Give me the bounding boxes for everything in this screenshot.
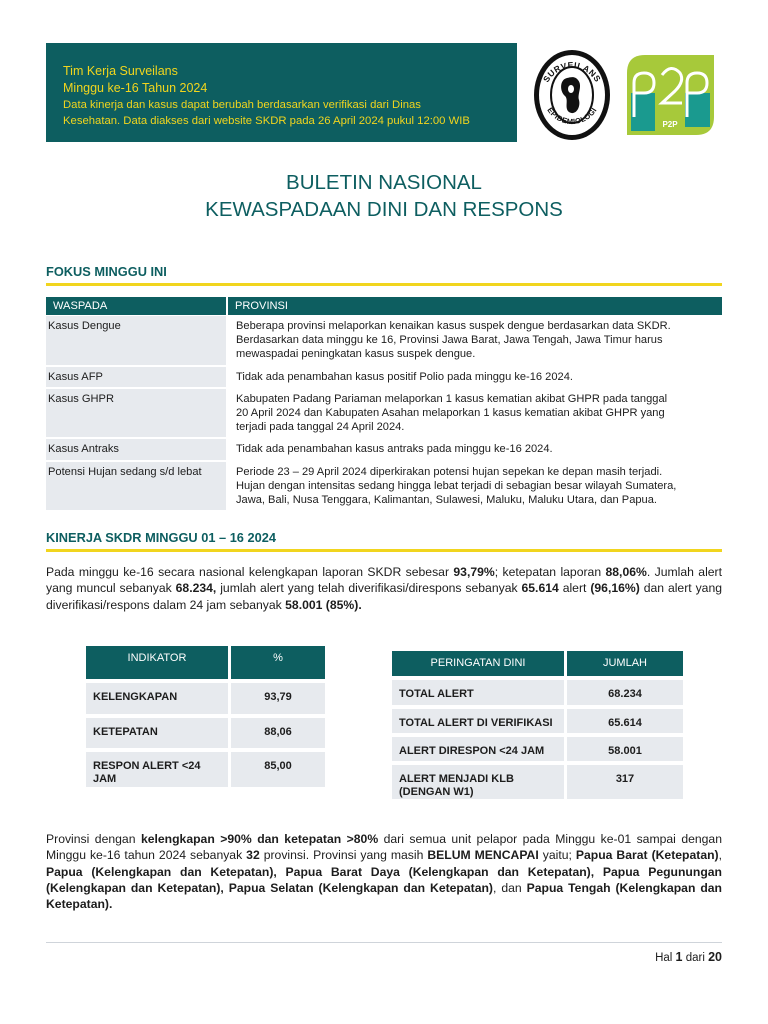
peringatan-col-label: PERINGATAN DINI xyxy=(392,651,564,676)
alert-24h-value: 58.001 (85%). xyxy=(285,597,362,612)
table-row xyxy=(392,733,683,761)
text-run: , dan xyxy=(493,880,527,895)
kinerja-paragraph xyxy=(46,564,722,613)
indikator-value: 93,79 xyxy=(228,679,325,714)
province-list: Papua (Kelengkapan dan Ketepatan), Papua Barat Daya (Kelengkapan dan Ketepatan), Papua Pegunungan (Kelengkapan dan Ketepatan), Papua Selatan (Kelengkapan dan Ketepatan) xyxy=(46,864,722,895)
fokus-col-provinsi: PROVINSI xyxy=(226,297,722,316)
table-row xyxy=(86,714,325,748)
fokus-row-label: Kasus Dengue xyxy=(46,316,226,367)
logo-text-bottom: EPIDEMIOLOGI xyxy=(545,105,599,127)
desc-line: Beberapa provinsi melaporkan kenaikan kasus suspek dengue berdasarkan data SKDR. xyxy=(236,320,671,332)
p2p-logo-text: P2P xyxy=(662,120,678,129)
title-line-1: BULETIN NASIONAL xyxy=(286,171,482,194)
text-run: Pada minggu ke-16 secara nasional kelengkapan laporan SKDR sebesar xyxy=(46,565,454,579)
header-box xyxy=(46,43,517,142)
text-run: , xyxy=(718,848,722,863)
fokus-row-label: Kasus AFP xyxy=(46,367,226,389)
desc-line: mewaspadai peningkatan kasus suspek dengue. xyxy=(236,348,476,361)
alert-verified-percent: (96,16%) xyxy=(590,581,640,596)
text-run: alert xyxy=(558,581,591,596)
indikator-value: 85,00 xyxy=(228,748,325,787)
fokus-row-label: Potensi Hujan sedang s/d lebat xyxy=(46,462,226,513)
fokus-row-desc xyxy=(226,316,722,367)
page-label: Hal xyxy=(655,952,673,964)
peringatan-header-row xyxy=(392,651,683,676)
indikator-table xyxy=(86,646,325,787)
section-title-fokus: FOKUS MINGGU INI xyxy=(46,264,167,279)
text-run: Provinsi dengan xyxy=(46,832,141,846)
main-title xyxy=(0,169,768,223)
provinsi-paragraph xyxy=(46,831,722,912)
peringatan-col-jumlah: JUMLAH xyxy=(564,651,683,676)
header-note-2: Kesehatan. Data diakses dari website SKDR pada 26 April 2024 pukul 12:00 WIB xyxy=(63,115,470,127)
desc-line: terjadi pada tanggal 24 April 2024. xyxy=(236,421,405,434)
desc-line: Kabupaten Padang Pariaman melaporkan 1 kasus kematian akibat GHPR pada tanggal xyxy=(236,392,668,405)
peringatan-label: TOTAL ALERT xyxy=(392,676,564,705)
section-title-kinerja: KINERJA SKDR MINGGU 01 – 16 2024 xyxy=(46,530,276,545)
peringatan-value: 68.234 xyxy=(564,676,683,705)
footer-rule xyxy=(46,942,722,943)
header-team: Tim Kerja Surveilans xyxy=(63,64,178,78)
peringatan-label: ALERT DIRESPON <24 JAM xyxy=(392,733,564,761)
p2p-logo xyxy=(627,55,714,135)
table-row xyxy=(46,462,722,513)
table-row xyxy=(46,389,722,440)
fokus-row-desc xyxy=(226,462,722,513)
text-run: jumlah alert yang telah diverifikasi/direspons sebanyak xyxy=(216,581,522,596)
table-row xyxy=(392,705,683,733)
header-note-1: Data kinerja dan kasus dapat berubah berdasarkan verifikasi dari Dinas xyxy=(63,99,421,111)
text-run: dan alert yang diverifikasi/respons dalam 24 jam sebanyak xyxy=(46,581,723,612)
fokus-row-label: Kasus GHPR xyxy=(46,389,226,440)
fokus-row-desc xyxy=(226,439,722,461)
desc-line: 20 April 2024 dan Kabupaten Asahan melaporkan 1 kasus kematian akibat GHPR yang xyxy=(236,407,665,420)
header-week: Minggu ke-16 Tahun 2024 xyxy=(63,81,208,95)
indikator-col-percent: % xyxy=(228,646,325,679)
province-name: Papua Barat (Ketepatan) xyxy=(575,848,719,863)
belum-mencapai-text: BELUM MENCAPAI xyxy=(427,848,539,863)
desc-line: Tidak ada penambahan kasus positif Polio pada minggu ke-16 2024. xyxy=(236,370,573,383)
desc-line: Tidak ada penambahan kasus antraks pada minggu ke-16 2024. xyxy=(236,443,553,456)
fokus-header-row xyxy=(46,297,722,316)
peringatan-value: 58.001 xyxy=(564,733,683,761)
table-row xyxy=(86,748,325,787)
province-name: Papua Tengah (Kelengkapan dan Ketepatan). xyxy=(46,880,723,912)
table-row xyxy=(46,367,722,389)
alert-verified-value: 65.614 xyxy=(521,581,559,596)
fokus-row-desc xyxy=(226,389,722,440)
indikator-header-row xyxy=(86,646,325,679)
peringatan-label: ALERT MENJADI KLB (DENGAN W1) xyxy=(392,761,564,799)
alert-total-value: 68.234, xyxy=(175,581,217,596)
section-rule-fokus xyxy=(46,283,722,286)
current-page: 1 xyxy=(675,950,683,964)
text-run: provinsi. Provinsi yang masih xyxy=(259,848,428,863)
fokus-col-waspada: WASPADA xyxy=(46,297,226,316)
peringatan-label: TOTAL ALERT DI VERIFIKASI xyxy=(392,705,564,733)
desc-line: Jawa, Bali, Nusa Tenggara, Kalimantan, Sulawesi, Maluku, Maluku Utara, dan Papua. xyxy=(236,494,657,507)
province-count: 32 xyxy=(246,848,260,863)
desc-line: Periode 23 – 29 April 2024 diperkirakan potensi hujan sepekan ke depan masih terjadi. xyxy=(236,465,663,478)
table-row xyxy=(86,679,325,714)
desc-line: Berdasarkan data minggu ke 16, Provinsi Jawa Barat, Jawa Tengah, Jawa Timur harus xyxy=(236,334,663,347)
text-run: ; ketepatan laporan xyxy=(494,565,606,579)
text-run: . Jumlah alert yang muncul sebanyak xyxy=(46,565,723,596)
table-row xyxy=(46,316,722,367)
threshold-text: kelengkapan >90% dan ketepatan >80% xyxy=(140,832,379,846)
page-of-label: dari xyxy=(685,952,705,964)
fokus-row-desc xyxy=(226,367,722,389)
indikator-label: KETEPATAN xyxy=(86,714,228,748)
table-row xyxy=(392,761,683,799)
kelengkapan-value: 93,79% xyxy=(453,565,495,579)
section-rule-kinerja xyxy=(46,549,722,552)
indikator-label: KELENGKAPAN xyxy=(86,679,228,714)
desc-line: Hujan dengan intensitas sedang hingga lebat terjadi di sebagian besar wilayah Sumatera, xyxy=(236,479,677,492)
fokus-table xyxy=(46,297,722,512)
indikator-label: RESPON ALERT <24 JAM xyxy=(86,748,228,787)
text-run: yaitu; xyxy=(538,848,576,863)
indikator-value: 88,06 xyxy=(228,714,325,748)
text-run: dari semua unit pelapor pada Minggu ke-01 sampai dengan Minggu ke-16 tahun 2024 sebanyak xyxy=(46,832,722,863)
surveilans-epidemiologi-logo xyxy=(533,48,611,142)
title-line-2: KEWASPADAAN DINI DAN RESPONS xyxy=(205,198,563,221)
logo-text-top: SURVEILANS xyxy=(540,59,604,84)
table-row xyxy=(392,676,683,705)
peringatan-value: 317 xyxy=(564,761,683,799)
page-number xyxy=(655,950,722,964)
peringatan-dini-table xyxy=(392,651,683,799)
peringatan-value: 65.614 xyxy=(564,705,683,733)
table-row xyxy=(46,439,722,461)
ketepatan-value: 88,06% xyxy=(605,565,647,579)
indikator-col-label: INDIKATOR xyxy=(86,646,228,679)
total-pages: 20 xyxy=(708,950,722,964)
fokus-row-label: Kasus Antraks xyxy=(46,439,226,461)
